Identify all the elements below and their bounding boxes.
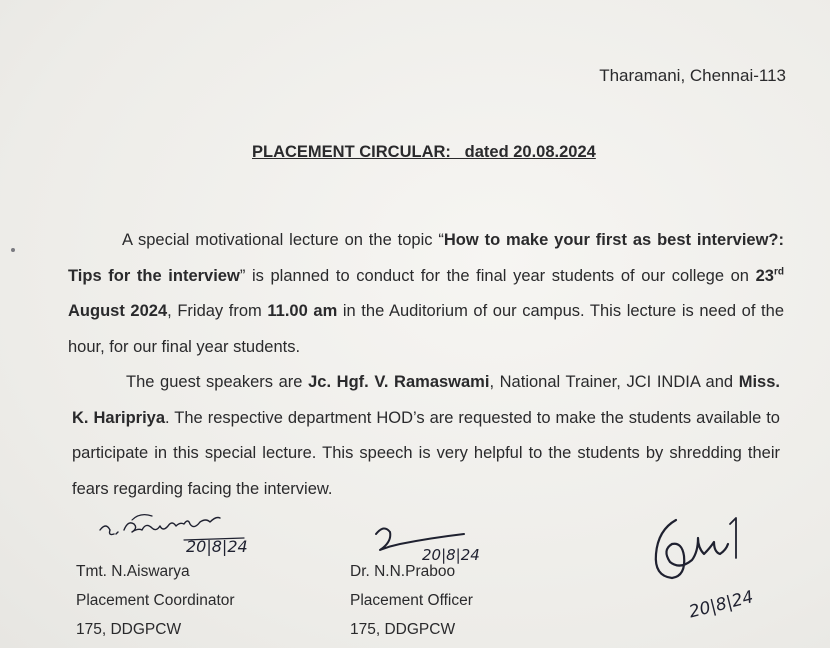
circular-heading: PLACEMENT CIRCULAR: dated 20.08.2024: [252, 143, 596, 161]
lecture-time: 11.00 am: [267, 302, 338, 320]
guest-speaker-1: Jc. Hgf. V. Ramaswami: [308, 373, 490, 391]
p1-text-3: , Friday from: [167, 302, 268, 320]
address-line: Tharamani, Chennai-113: [599, 66, 786, 85]
p1-text-2: ” is planned to conduct for the final year students of our college on: [239, 266, 756, 285]
paragraph-2: [72, 365, 780, 507]
p2-text-1: The guest speakers are: [126, 373, 309, 391]
p2-text-3: . The respective department HOD’s are requested to make the students available to participate in this special lecture. This speech is very helpful to the students by shredding their fears regarding facing the interview.: [72, 408, 780, 498]
signature-1-date: 20|8|24: [186, 537, 248, 556]
lecture-day: 23: [755, 266, 774, 285]
signature-1-handwriting: [96, 508, 276, 558]
signature-3-date: 20|8|24: [687, 587, 756, 623]
signatory-2-role: Placement Officer: [350, 592, 473, 609]
lecture-month-year: August 2024: [68, 302, 168, 320]
signatory-2-org: 175, DDGPCW: [350, 621, 456, 638]
paragraph-1: [68, 223, 784, 365]
signatory-block-1: [76, 557, 235, 644]
p1-text-4: in the Auditorium of our campus. This lecture is need of the hour, for our final year students.: [68, 302, 784, 356]
lecture-topic: How to make your first as best interview?: Tips for the interview: [68, 231, 784, 285]
signatory-1-org: 175, DDGPCW: [76, 621, 182, 638]
p1-text-1: A special motivational lecture on the topic “: [122, 231, 444, 249]
signature-2-date: 20|8|24: [422, 546, 480, 564]
guest-speaker-2: Miss. K. Haripriya: [72, 373, 780, 427]
signatory-1-role: Placement Coordinator: [76, 592, 235, 609]
signatory-2-name: Dr. N.N.Praboo: [350, 563, 456, 580]
margin-dot: [11, 248, 15, 252]
signatory-block-2: [350, 557, 473, 644]
lecture-day-ordinal: rd: [773, 266, 784, 277]
signature-3-handwriting: [642, 514, 782, 624]
signatory-1-name: Tmt. N.Aiswarya: [76, 563, 190, 580]
p2-text-2: , National Trainer, JCI INDIA and: [489, 373, 739, 391]
